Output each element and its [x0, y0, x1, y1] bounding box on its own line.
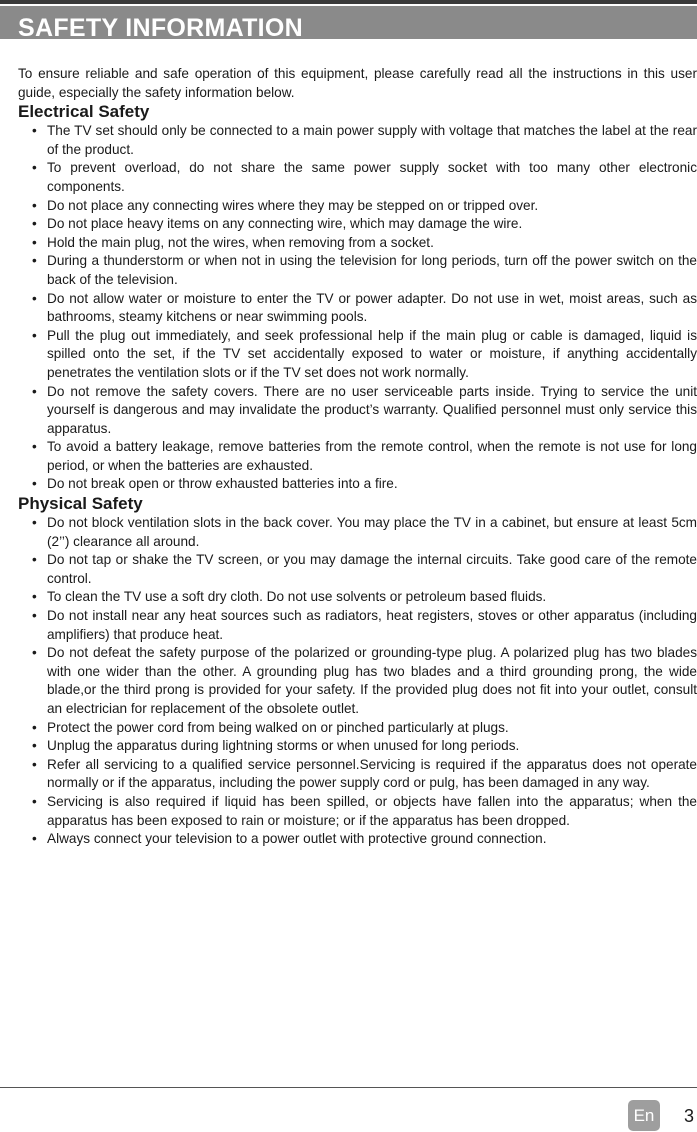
sections-container [18, 102, 697, 849]
list-item: • Protect the power cord from being walked on or pinched particularly at plugs. [47, 719, 697, 738]
top-rule [0, 0, 697, 4]
list-item: • To avoid a battery leakage, remove batteries from the remote control, when the remote is not use for long period, or when the batteries are exhausted. [47, 438, 697, 475]
header-banner [0, 6, 697, 39]
list-item: • Do not block ventilation slots in the back cover. You may place the TV in a cabinet, but ensure at least 5cm (2’’) clearance all around. [47, 514, 697, 551]
list-item: • To clean the TV use a soft dry cloth. Do not use solvents or petroleum based fluids. [47, 588, 697, 607]
list-item: • Do not tap or shake the TV screen, or you may damage the internal circuits. Take good care of the remote control. [47, 551, 697, 588]
list-item: • Do not break open or throw exhausted batteries into a fire. [47, 475, 697, 494]
list-item: • Refer all servicing to a qualified service personnel.Servicing is required if the apparatus does not operate normally or if the apparatus, including the power supply cord or pulg, has been damaged in any way. [47, 756, 697, 793]
footer-rule [0, 1087, 697, 1088]
bullet-list [18, 514, 697, 849]
list-item: • Unplug the apparatus during lightning storms or when unused for long periods. [47, 737, 697, 756]
bullet-list [18, 122, 697, 494]
list-item: • Do not place heavy items on any connecting wire, which may damage the wire. [47, 215, 697, 234]
list-item: • Do not install near any heat sources such as radiators, heat registers, stoves or other apparatus (including amplifiers) that produce heat. [47, 607, 697, 644]
language-badge: En [628, 1100, 660, 1131]
list-item: • Do not place any connecting wires where they may be stepped on or tripped over. [47, 197, 697, 216]
list-item: • The TV set should only be connected to a main power supply with voltage that matches the label at the rear of the product. [47, 122, 697, 159]
list-item: • Pull the plug out immediately, and seek professional help if the main plug or cable is damaged, liquid is spilled onto the set, if the TV set accidentally exposed to water or moisture, if anything accidentally penetrates the ventilation slots or if the TV set does not work normally. [47, 327, 697, 383]
section-heading: Electrical Safety [18, 102, 150, 122]
list-item: • Do not defeat the safety purpose of the polarized or grounding-type plug. A polarized plug has two blades with one wider than the other. A grounding plug has two blades and a third grounding prong, the wide blade,or the third prong is provided for your safety. If the provided plug does not fit into your outlet, consult an electrician for replacement of the obsolete outlet. [47, 644, 697, 718]
intro-paragraph: To ensure reliable and safe operation of this equipment, please carefully read all the instructions in this user guide, especially the safety information below. [18, 66, 697, 100]
list-item: • Do not allow water or moisture to enter the TV or power adapter. Do not use in wet, moist areas, such as bathrooms, steamy kitchens or near swimming pools. [47, 290, 697, 327]
list-item: • Do not remove the safety covers. There are no user serviceable parts inside. Trying to service the unit yourself is dangerous and may invalidate the product’s warranty. Qualified personnel must only service this apparatus. [47, 383, 697, 439]
page-title: SAFETY INFORMATION [18, 14, 304, 39]
list-item: • Always connect your television to a power outlet with protective ground connection. [47, 830, 697, 849]
list-item: • Servicing is also required if liquid has been spilled, or objects have fallen into the apparatus; when the apparatus has been exposed to rain or moisture; or if the apparatus has been dropped. [47, 793, 697, 830]
list-item: • During a thunderstorm or when not in using the television for long periods, turn off the power switch on the back of the television. [47, 252, 697, 289]
page-number: 3 [684, 1106, 695, 1126]
document-body [18, 65, 697, 849]
section-heading: Physical Safety [18, 494, 143, 514]
list-item: • Hold the main plug, not the wires, when removing from a socket. [47, 234, 697, 253]
list-item: • To prevent overload, do not share the same power supply socket with too many other electronic components. [47, 159, 697, 196]
